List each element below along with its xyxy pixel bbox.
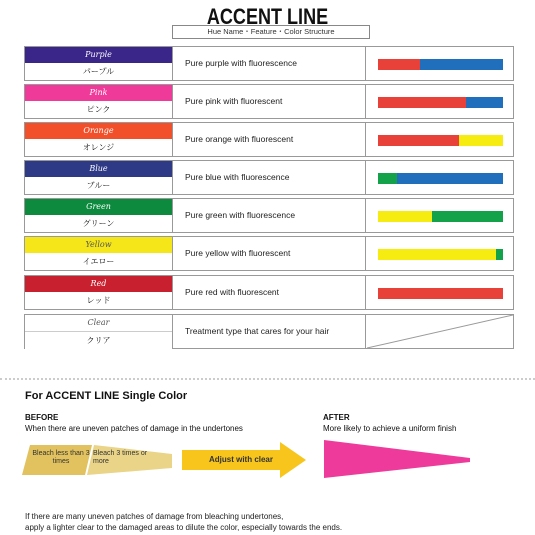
color-swatch xyxy=(25,85,173,118)
hue-name-en: Blue xyxy=(25,161,172,177)
hue-name-jp: ピンク xyxy=(25,101,172,118)
color-structure-bar xyxy=(378,211,503,222)
color-structure-bar xyxy=(378,249,503,260)
color-structure-segment xyxy=(378,249,496,260)
hue-name-jp: グリーン xyxy=(25,215,172,232)
hue-name-en: Yellow xyxy=(25,237,172,253)
color-row xyxy=(24,46,514,81)
column-legend: Hue Name・Feature・Color Structure xyxy=(172,25,370,39)
color-row xyxy=(24,198,514,233)
feature-text: Pure orange with fluorescent xyxy=(173,123,366,156)
color-row xyxy=(24,236,514,271)
feature-text: Pure blue with fluorescence xyxy=(173,161,366,194)
color-structure-segment xyxy=(378,173,397,184)
hue-name-en: Red xyxy=(25,276,172,292)
note-line-2: apply a lighter clear to the damaged areas to dilute the color, especially towards the ends. xyxy=(25,523,343,532)
color-structure-segment xyxy=(378,288,503,299)
after-heading: AFTER xyxy=(323,413,350,422)
color-row xyxy=(24,122,514,157)
color-structure-segment xyxy=(466,97,504,108)
hue-name-en: Pink xyxy=(25,85,172,101)
hue-name-jp: クリア xyxy=(25,332,172,349)
feature-text: Pure red with fluorescent xyxy=(173,276,366,309)
feature-text: Pure pink with fluorescent xyxy=(173,85,366,118)
color-structure-segment xyxy=(420,59,503,70)
hue-name-en: Orange xyxy=(25,123,172,139)
hue-name-jp: オレンジ xyxy=(25,139,172,156)
section-title: For ACCENT LINE Single Color xyxy=(25,390,188,402)
feature-text: Treatment type that cares for your hair xyxy=(173,315,366,348)
bleach-more-label: Bleach 3 times or more xyxy=(93,450,148,465)
color-structure-segment xyxy=(378,135,459,146)
hue-name-en: Clear xyxy=(25,315,172,332)
note-line-1: If there are many uneven patches of damage from bleaching undertones, xyxy=(25,512,284,521)
color-row xyxy=(24,275,514,310)
hue-name-en: Purple xyxy=(25,47,172,63)
hue-name-jp: レッド xyxy=(25,292,172,309)
color-structure-bar xyxy=(378,97,503,108)
color-structure-bar xyxy=(378,288,503,299)
feature-text: Pure yellow with fluorescent xyxy=(173,237,366,270)
color-swatch xyxy=(25,123,173,156)
color-structure-bar xyxy=(378,135,503,146)
color-swatch xyxy=(25,161,173,194)
after-hair-graphic xyxy=(322,440,472,480)
color-structure-segment xyxy=(378,97,466,108)
divider xyxy=(0,378,535,380)
color-swatch xyxy=(25,47,173,80)
diagonal-slash xyxy=(367,315,513,348)
hue-name-jp: イエロー xyxy=(25,253,172,270)
color-structure-bar xyxy=(378,59,503,70)
color-swatch xyxy=(25,199,173,232)
hue-name-en: Green xyxy=(25,199,172,215)
feature-text: Pure purple with fluorescence xyxy=(173,47,366,80)
color-structure-segment xyxy=(496,249,504,260)
feature-text: Pure green with fluorescence xyxy=(173,199,366,232)
color-structure-bar xyxy=(378,173,503,184)
arrow-label: Adjust with clear xyxy=(208,455,273,464)
color-row xyxy=(24,84,514,119)
color-structure-segment xyxy=(378,211,432,222)
color-row xyxy=(24,160,514,195)
bleach-less-label: Bleach less than 3 times xyxy=(32,450,90,465)
color-structure-segment xyxy=(397,173,503,184)
after-text: More likely to achieve a uniform finish xyxy=(323,424,457,433)
color-structure-segment xyxy=(432,211,503,222)
page-title: ACCENT LINE xyxy=(206,4,329,29)
color-swatch xyxy=(25,315,173,348)
color-swatch xyxy=(25,237,173,270)
before-text: When there are uneven patches of damage in the undertones xyxy=(25,424,243,433)
color-structure-segment xyxy=(459,135,503,146)
color-row xyxy=(24,314,514,349)
color-structure-segment xyxy=(378,59,420,70)
hue-name-jp: パープル xyxy=(25,63,172,80)
color-swatch xyxy=(25,276,173,309)
hue-name-jp: ブルー xyxy=(25,177,172,194)
before-heading: BEFORE xyxy=(25,413,59,422)
